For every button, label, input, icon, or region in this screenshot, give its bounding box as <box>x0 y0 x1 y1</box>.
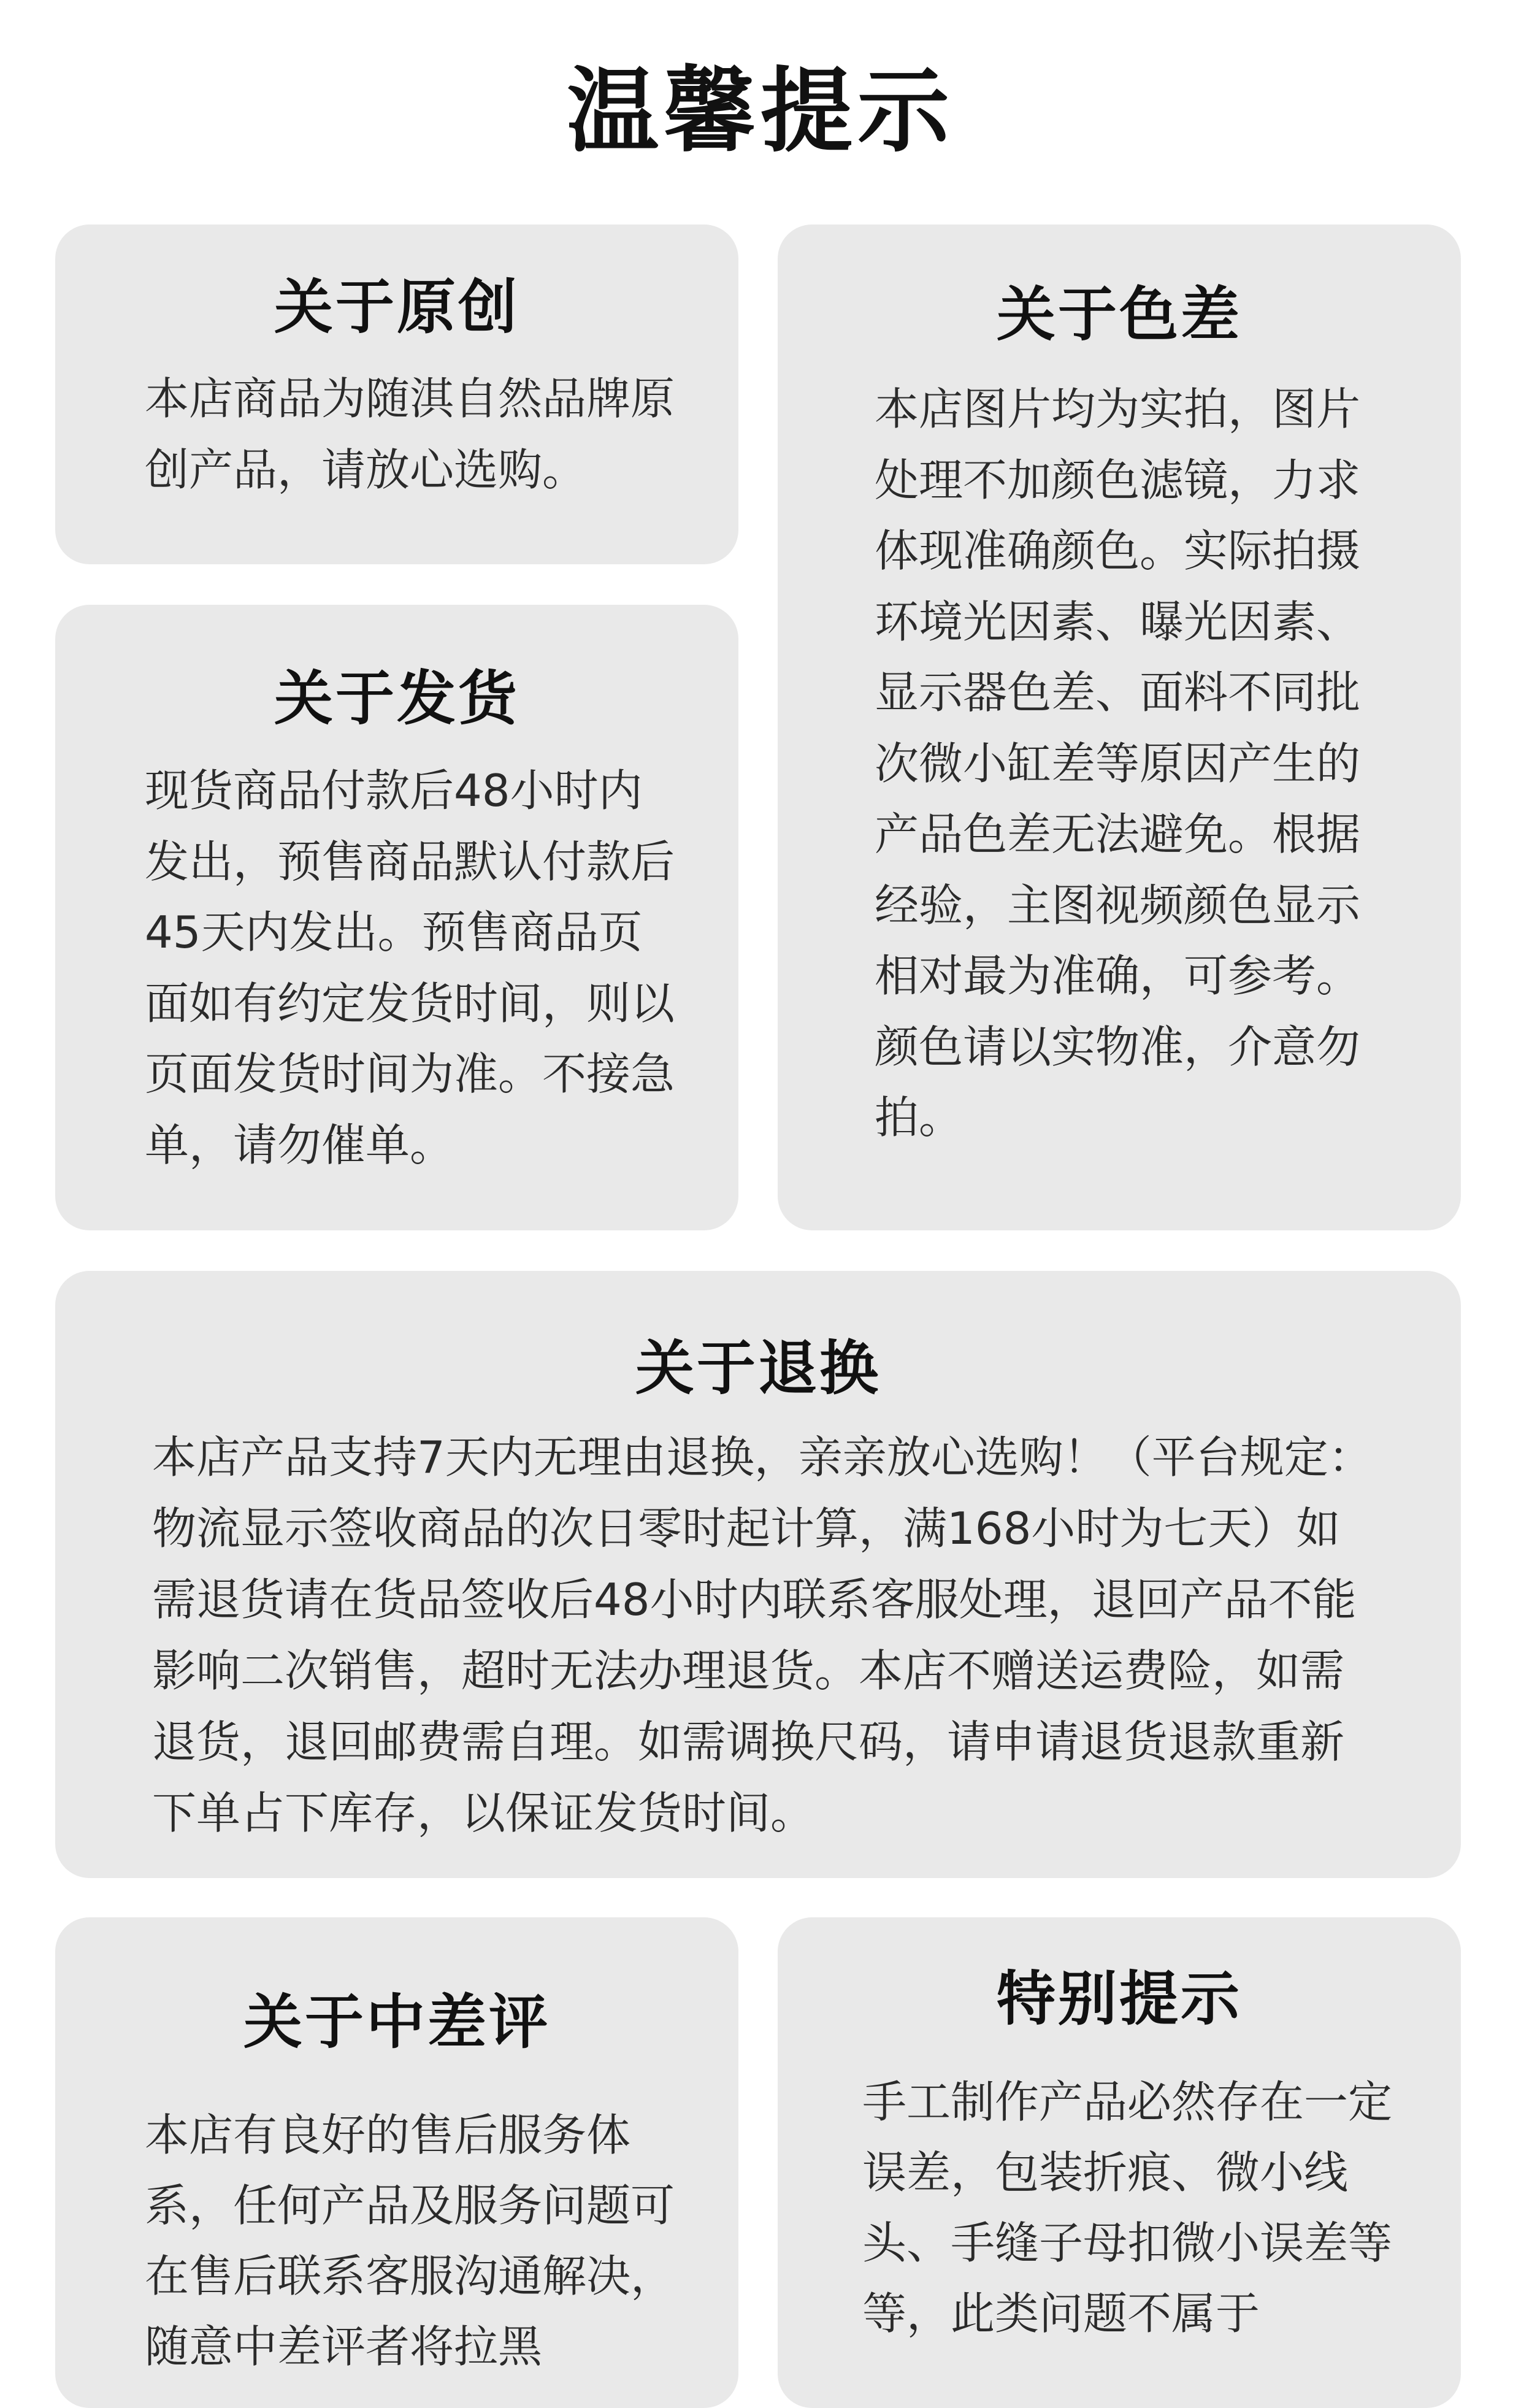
card-shipping-body: 现货商品付款后48小时内发出，预售商品默认付款后45天内发出。预售商品页面如有约定发货时间，则以页面发货时间为准。不接急单，请勿催单。 <box>145 765 675 1171</box>
page-title: 温馨提示 <box>566 58 954 165</box>
card-special-notice <box>778 1917 1461 2408</box>
card-returns-title: 关于退换 <box>635 1334 881 1403</box>
card-color-difference-title: 关于色差 <box>997 280 1242 349</box>
card-special-notice-title: 特别提示 <box>997 1965 1242 2033</box>
card-original-title: 关于原创 <box>274 273 519 342</box>
card-shipping-title: 关于发货 <box>274 664 519 733</box>
card-color-difference <box>778 224 1461 1230</box>
card-original-body: 本店商品为随淇自然品牌原创产品，请放心选购。 <box>145 373 675 496</box>
card-reviews <box>55 1917 738 2408</box>
card-reviews-body: 本店有良好的售后服务体系，任何产品及服务问题可在售后联系客服沟通解决，随意中差评者将拉黑 <box>145 2109 675 2372</box>
card-returns <box>55 1271 1461 1878</box>
card-color-difference-body: 本店图片均为实拍，图片处理不加颜色滤镜，力求体现准确颜色。实际拍摄环境光因素、曝光因素、显示器色差、面料不同批次微小缸差等原因产生的产品色差无法避免。根据经验，主图视频颜色显示相对最为准确，可参考。颜色请以实物准，介意勿拍。 <box>875 383 1361 1143</box>
card-original <box>55 224 738 564</box>
card-returns-body: 本店产品支持7天内无理由退换，亲亲放心选购！（平台规定：物流显示签收商品的次日零时起计算，满168小时为七天）如需退货请在货品签收后48小时内联系客服处理，退回产品不能影响二次销售，超时无法办理退货。本店不赠送运费险，如需退货，退回邮费需自理。如需调换尺码，请申请退货退款重新下单占下库存，以保证发货时间。 <box>152 1432 1373 1839</box>
card-shipping <box>55 605 738 1230</box>
card-reviews-title: 关于中差评 <box>243 1988 550 2057</box>
card-special-notice-body: 手工制作产品必然存在一定误差，包装折痕、微小线头、手缝子母扣微小误差等等，此类问题不属于 <box>862 2076 1393 2339</box>
